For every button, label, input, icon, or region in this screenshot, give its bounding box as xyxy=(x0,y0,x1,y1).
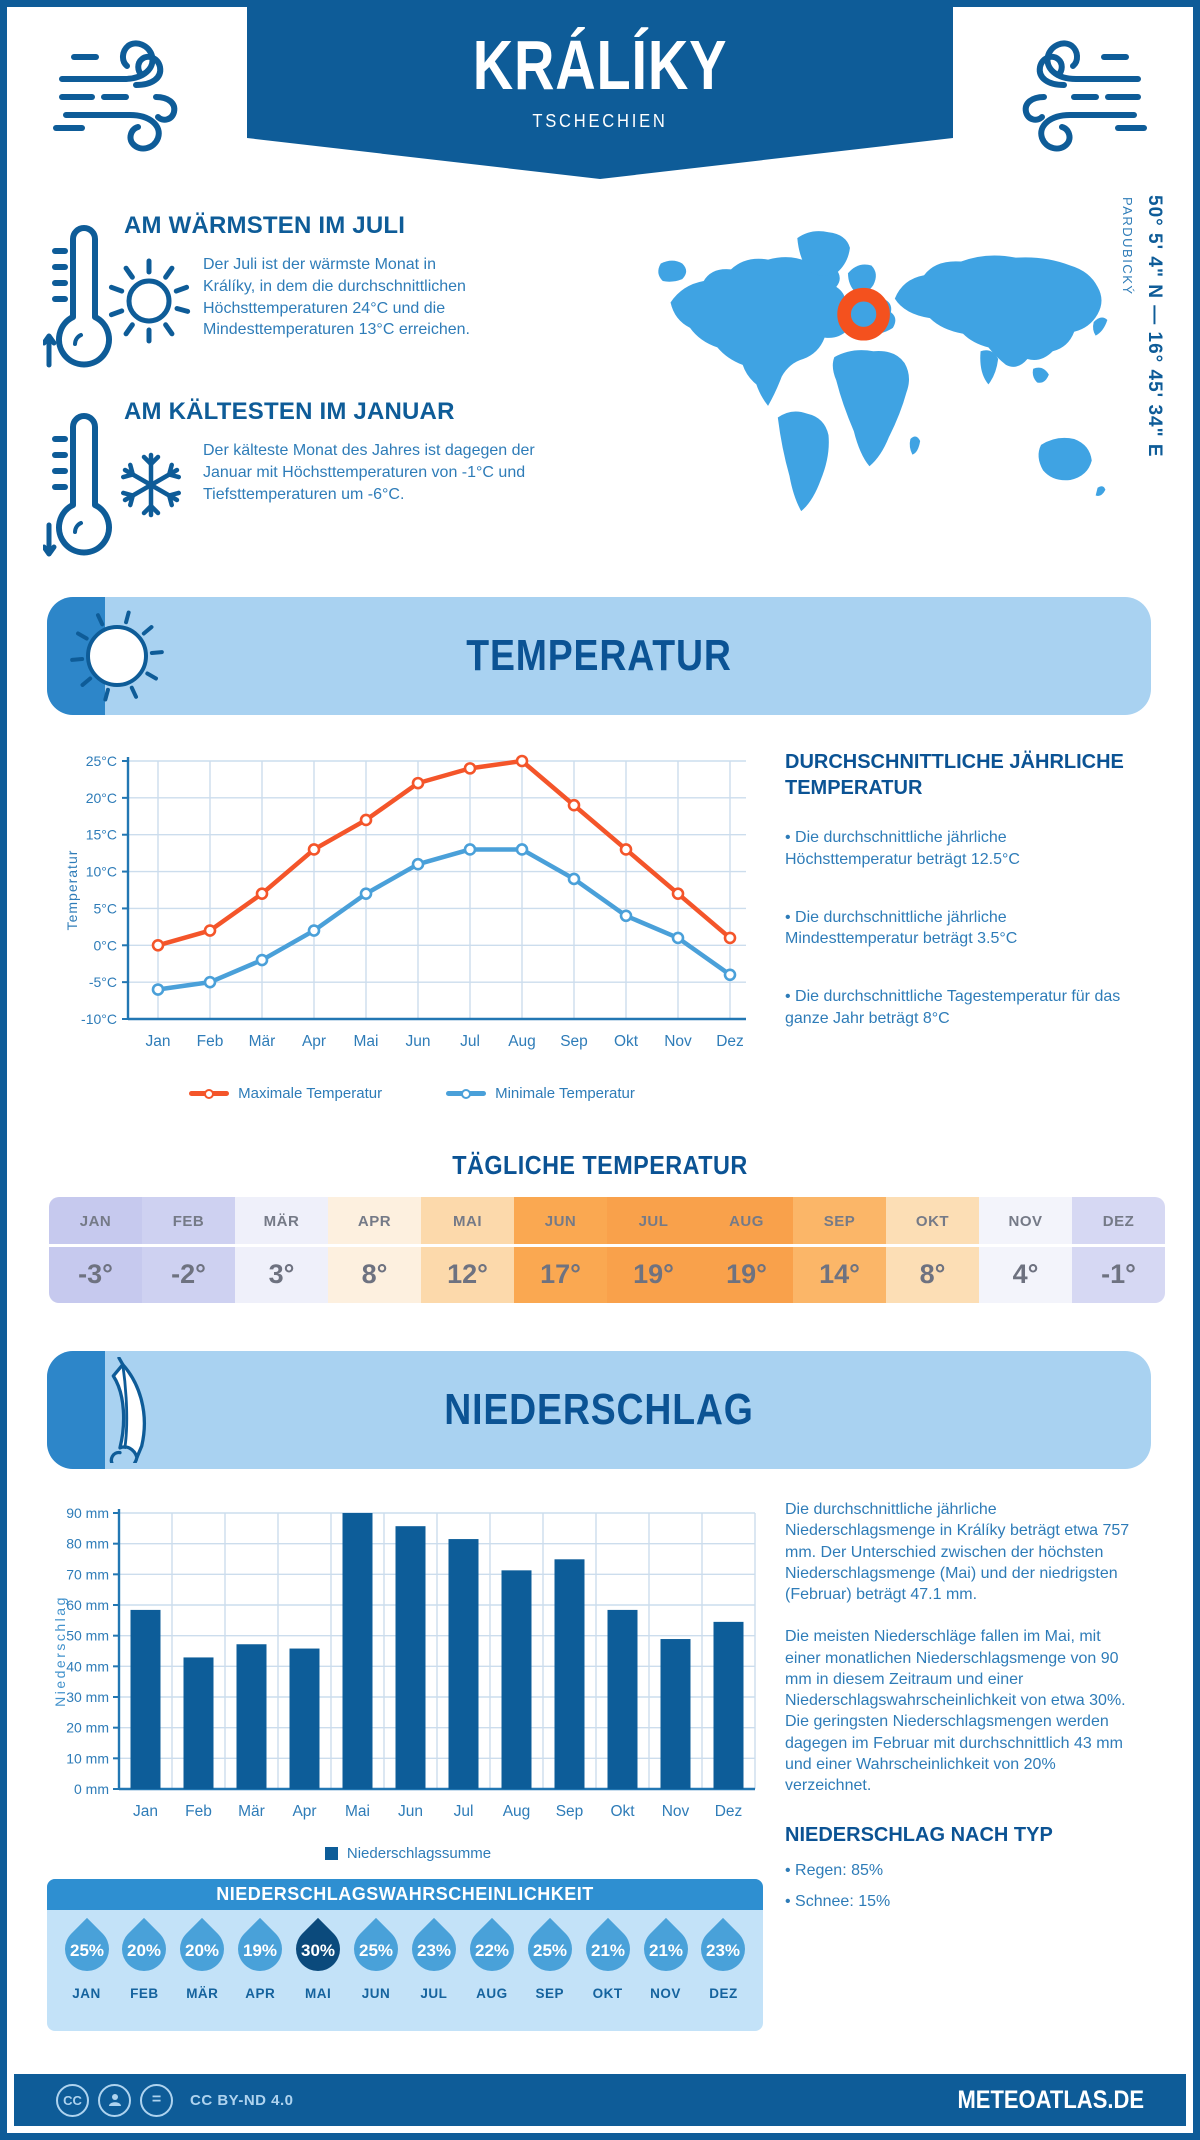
svg-text:Jul: Jul xyxy=(460,1033,480,1050)
probability-month-label: JUL xyxy=(420,1986,448,2001)
site-link[interactable]: METEOATLAS.DE xyxy=(957,2085,1144,2114)
svg-text:Dez: Dez xyxy=(714,1803,743,1820)
svg-text:Mär: Mär xyxy=(238,1803,265,1820)
bar-Nov xyxy=(661,1639,691,1789)
daily-cell-SEP xyxy=(793,1197,886,1303)
data-point xyxy=(673,933,683,943)
daily-month-label: OKT xyxy=(886,1197,979,1247)
legend-item: Niederschlagssumme xyxy=(325,1845,491,1862)
droplet-icon: 21% xyxy=(634,1918,696,1980)
series-line xyxy=(158,849,730,989)
probability-item-APR xyxy=(233,1914,288,2001)
data-point xyxy=(361,889,371,899)
data-point xyxy=(621,844,631,854)
probability-item-MÄR xyxy=(175,1914,230,2001)
probability-item-OKT xyxy=(580,1914,635,2001)
svg-text:Jul: Jul xyxy=(453,1803,474,1820)
daily-month-label: FEB xyxy=(142,1197,235,1247)
temperature-section-title: TEMPERATUR xyxy=(466,631,732,680)
data-point xyxy=(413,859,423,869)
bar-Mär xyxy=(237,1644,267,1789)
precipitation-type-bullet: • Regen: 85% xyxy=(785,1860,1137,1881)
droplet-icon: 23% xyxy=(403,1918,465,1980)
svg-text:-5°C: -5°C xyxy=(88,974,117,991)
probability-droplets xyxy=(47,1910,763,2001)
temperature-chart-legend xyxy=(62,1085,762,1102)
footer xyxy=(14,2074,1186,2126)
svg-text:Jun: Jun xyxy=(405,1033,431,1050)
svg-text:20 mm: 20 mm xyxy=(66,1719,109,1736)
daily-month-label: MAI xyxy=(421,1197,514,1247)
svg-text:Feb: Feb xyxy=(185,1803,212,1820)
daily-month-label: NOV xyxy=(979,1197,1072,1247)
probability-item-JUN xyxy=(349,1914,404,2001)
page-subtitle: TSCHECHIEN xyxy=(532,111,668,131)
svg-text:50 mm: 50 mm xyxy=(66,1627,109,1644)
daily-temperature-value: -1° xyxy=(1101,1259,1136,1289)
precipitation-paragraph: Die durchschnittliche jährliche Niederschlagsmenge in Králíky beträgt etwa 757 mm. Der Unterschied zwischen der höchsten Niederschlagsmenge (Mai) und der niedrigsten (Februar) beträgt 47.1 mm. xyxy=(785,1501,1130,1604)
snowflake-icon xyxy=(115,445,187,521)
daily-month-label: DEZ xyxy=(1072,1197,1165,1247)
daily-temperature-value: 19° xyxy=(726,1259,767,1289)
daily-cell-APR xyxy=(328,1197,421,1303)
droplet-icon: 25% xyxy=(345,1918,407,1980)
probability-item-SEP xyxy=(522,1914,577,2001)
series-line xyxy=(158,761,730,945)
precipitation-chart-legend xyxy=(49,1845,767,1862)
temperature-sidebar-title: DURCHSCHNITTLICHE JÄHRLICHE TEMPERATUR xyxy=(785,751,1124,799)
svg-text:Niederschlag: Niederschlag xyxy=(52,1595,68,1707)
probability-month-label: APR xyxy=(245,1986,276,2001)
probability-item-AUG xyxy=(464,1914,519,2001)
daily-temperature-value: 17° xyxy=(540,1259,581,1289)
svg-text:60 mm: 60 mm xyxy=(66,1597,109,1613)
data-point xyxy=(569,874,579,884)
svg-text:40 mm: 40 mm xyxy=(66,1658,109,1675)
data-point xyxy=(517,756,527,766)
droplet-icon: 20% xyxy=(113,1918,175,1980)
bar-Jan xyxy=(131,1610,161,1789)
daily-temperature-value: 8° xyxy=(919,1259,946,1289)
thermometer-cold-icon xyxy=(43,405,123,560)
data-point xyxy=(725,933,735,943)
daily-cell-MAI xyxy=(421,1197,514,1303)
precipitation-sidebar xyxy=(785,1499,1137,1921)
droplet-icon: 21% xyxy=(577,1918,639,1980)
svg-text:Aug: Aug xyxy=(502,1803,531,1820)
probability-month-label: JUN xyxy=(361,1986,391,2001)
daily-cell-JUN xyxy=(514,1197,607,1303)
data-point xyxy=(725,970,735,980)
svg-text:Mai: Mai xyxy=(353,1033,379,1050)
daily-temperature-title: TÄGLICHE TEMPERATUR xyxy=(452,1150,748,1180)
data-point xyxy=(673,889,683,899)
probability-item-DEZ xyxy=(696,1914,751,2001)
daily-temperature-value: -3° xyxy=(78,1259,113,1289)
svg-text:70 mm: 70 mm xyxy=(66,1566,109,1583)
bar-Jun xyxy=(396,1526,426,1789)
svg-text:Nov: Nov xyxy=(664,1033,692,1050)
svg-text:10 mm: 10 mm xyxy=(66,1750,109,1767)
svg-text:90 mm: 90 mm xyxy=(66,1505,109,1521)
svg-text:80 mm: 80 mm xyxy=(66,1535,109,1552)
droplet-icon: 30% xyxy=(287,1918,349,1980)
bar-Okt xyxy=(608,1610,638,1789)
probability-month-label: OKT xyxy=(592,1986,623,2001)
temperature-section-banner xyxy=(47,597,1151,715)
precipitation-type-title: NIEDERSCHLAG NACH TYP xyxy=(785,1824,1053,1847)
world-map xyxy=(652,205,1122,517)
droplet-icon: 19% xyxy=(229,1918,291,1980)
daily-temperature-value: 4° xyxy=(1012,1259,1039,1289)
probability-item-FEB xyxy=(117,1914,172,2001)
svg-text:Feb: Feb xyxy=(196,1033,224,1050)
data-point xyxy=(153,940,163,950)
svg-text:Jun: Jun xyxy=(398,1803,423,1820)
temperature-bullet: • Die durchschnittliche Tagestemperatur für das ganze Jahr beträgt 8°C xyxy=(785,986,1137,1030)
droplet-icon: 22% xyxy=(461,1918,523,1980)
daily-temperature-value: 8° xyxy=(361,1259,388,1289)
probability-title: NIEDERSCHLAGSWAHRSCHEINLICHKEIT xyxy=(47,1879,763,1910)
warmest-text: Der Juli ist der wärmste Monat in Králíky, in dem die durchschnittlichen Höchsttemperaturen 24°C und die Mindesttemperaturen 13°C erreichen. xyxy=(203,256,470,339)
svg-text:Nov: Nov xyxy=(661,1803,690,1820)
probability-item-JAN xyxy=(59,1914,114,2001)
data-point xyxy=(413,778,423,788)
temperature-line-chart xyxy=(62,747,762,1077)
person-icon xyxy=(98,2084,131,2117)
probability-month-label: FEB xyxy=(130,1986,159,2001)
svg-text:5°C: 5°C xyxy=(93,900,117,917)
coldest-title: AM KÄLTESTEN IM JANUAR xyxy=(124,398,455,425)
svg-text:Okt: Okt xyxy=(610,1803,635,1820)
equals-icon: = xyxy=(140,2084,173,2117)
svg-text:30 mm: 30 mm xyxy=(66,1689,109,1705)
data-point xyxy=(361,815,371,825)
bar-Aug xyxy=(502,1570,532,1789)
svg-text:Mai: Mai xyxy=(345,1803,370,1820)
coldest-text: Der kälteste Monat des Jahres ist dagegen der Januar mit Höchsttemperaturen von -1°C und Tiefsttemperaturen um -6°C. xyxy=(203,442,535,503)
sun-icon xyxy=(107,243,191,353)
data-point xyxy=(205,977,215,987)
temperature-bullet: • Die durchschnittliche jährliche Höchsttemperatur beträgt 12.5°C xyxy=(785,827,1137,871)
daily-month-label: SEP xyxy=(793,1197,886,1247)
precipitation-probability-panel xyxy=(47,1879,763,2031)
cc-icon: CC xyxy=(56,2084,89,2117)
cc-license-badge[interactable] xyxy=(56,2084,294,2117)
droplet-icon: 23% xyxy=(692,1918,754,1980)
precipitation-type-bullet: • Schnee: 15% xyxy=(785,1891,1137,1912)
daily-cell-MÄR xyxy=(235,1197,328,1303)
probability-month-label: SEP xyxy=(535,1986,564,2001)
droplet-icon: 20% xyxy=(171,1918,233,1980)
svg-text:Jan: Jan xyxy=(145,1033,171,1050)
daily-cell-FEB xyxy=(142,1197,235,1303)
probability-month-label: MÄR xyxy=(186,1986,219,2001)
svg-text:Mär: Mär xyxy=(248,1033,276,1050)
svg-text:Apr: Apr xyxy=(301,1033,327,1050)
daily-month-label: JUN xyxy=(514,1197,607,1247)
data-point xyxy=(309,844,319,854)
header-banner xyxy=(247,7,953,138)
license-label: CC BY-ND 4.0 xyxy=(190,2091,294,2109)
svg-text:Apr: Apr xyxy=(292,1803,317,1820)
data-point xyxy=(517,844,527,854)
temperature-bullet: • Die durchschnittliche jährliche Mindesttemperatur beträgt 3.5°C xyxy=(785,907,1137,951)
data-point xyxy=(153,985,163,995)
daily-cell-JAN xyxy=(49,1197,142,1303)
daily-temperature-value: 19° xyxy=(633,1259,674,1289)
probability-month-label: JAN xyxy=(72,1986,101,2001)
svg-text:10°C: 10°C xyxy=(85,863,117,880)
data-point xyxy=(465,763,475,773)
probability-month-label: DEZ xyxy=(709,1986,738,2001)
svg-text:Okt: Okt xyxy=(613,1033,639,1050)
daily-cell-OKT xyxy=(886,1197,979,1303)
droplet-icon: 25% xyxy=(519,1918,581,1980)
svg-text:Aug: Aug xyxy=(508,1033,536,1050)
bar-Feb xyxy=(184,1657,214,1789)
daily-month-label: AUG xyxy=(700,1197,793,1247)
temperature-sidebar xyxy=(785,749,1137,1066)
probability-month-label: MAI xyxy=(305,1986,332,2001)
data-point xyxy=(205,926,215,936)
svg-text:-10°C: -10°C xyxy=(81,1011,117,1027)
svg-text:Jan: Jan xyxy=(133,1803,158,1820)
svg-text:15°C: 15°C xyxy=(85,826,117,843)
daily-cell-DEZ xyxy=(1072,1197,1165,1303)
probability-item-MAI xyxy=(291,1914,346,2001)
bar-Sep xyxy=(555,1559,585,1789)
data-point xyxy=(257,955,267,965)
bar-Dez xyxy=(714,1622,744,1789)
droplet-icon: 25% xyxy=(55,1918,117,1980)
data-point xyxy=(309,926,319,936)
geo-region: PARDUBICKÝ xyxy=(1120,197,1135,296)
data-point xyxy=(465,844,475,854)
legend-item: Maximale Temperatur xyxy=(189,1085,382,1102)
svg-text:Dez: Dez xyxy=(716,1033,744,1050)
daily-month-label: JUL xyxy=(607,1197,700,1247)
daily-cell-JUL xyxy=(607,1197,700,1303)
daily-temperature-value: 14° xyxy=(819,1259,860,1289)
daily-temperature-value: -2° xyxy=(171,1259,206,1289)
data-point xyxy=(569,800,579,810)
precipitation-section-title: NIEDERSCHLAG xyxy=(444,1385,754,1434)
daily-cell-NOV xyxy=(979,1197,1072,1303)
svg-text:20°C: 20°C xyxy=(85,789,117,806)
precipitation-paragraph: Die meisten Niederschläge fallen im Mai, mit einer monatlichen Niederschlagsmenge von 90 mm in diesem Zeitraum und einer Niederschlagswahrscheinlichkeit von etwa 30%. Die geringsten Niederschlagsmengen werden dagegen im Februar mit durchschnittlich 43 mm und einer Wahrscheinlichkeit von 20% verzeichnet. xyxy=(785,1628,1126,1795)
daily-month-label: JAN xyxy=(49,1197,142,1247)
svg-text:0 mm: 0 mm xyxy=(74,1781,109,1797)
svg-text:25°C: 25°C xyxy=(85,753,117,769)
warmest-title: AM WÄRMSTEN IM JULI xyxy=(124,212,406,239)
daily-temperature-value: 12° xyxy=(447,1259,488,1289)
probability-item-JUL xyxy=(406,1914,461,2001)
legend-item: Minimale Temperatur xyxy=(446,1085,635,1102)
daily-cell-AUG xyxy=(700,1197,793,1303)
daily-temperature-table xyxy=(49,1197,1165,1303)
daily-month-label: MÄR xyxy=(235,1197,328,1247)
svg-text:0°C: 0°C xyxy=(93,937,117,954)
data-point xyxy=(257,889,267,899)
precipitation-bar-chart xyxy=(49,1497,767,1837)
bar-Mai xyxy=(343,1513,373,1789)
geo-coordinates: 50° 5' 4" N — 16° 45' 34" E xyxy=(1144,195,1165,458)
precipitation-section-banner xyxy=(47,1351,1151,1469)
svg-text:Sep: Sep xyxy=(560,1033,588,1050)
wind-icon xyxy=(52,33,202,155)
daily-month-label: APR xyxy=(328,1197,421,1247)
bar-Apr xyxy=(290,1649,320,1789)
probability-month-label: AUG xyxy=(476,1986,508,2001)
probability-item-NOV xyxy=(638,1914,693,2001)
daily-temperature-value: 3° xyxy=(268,1259,295,1289)
data-point xyxy=(621,911,631,921)
wind-icon xyxy=(998,33,1148,155)
probability-month-label: NOV xyxy=(650,1986,681,2001)
bar-Jul xyxy=(449,1539,479,1789)
svg-text:Sep: Sep xyxy=(555,1803,584,1820)
page-title: KRÁLÍKY xyxy=(472,26,728,104)
svg-text:Temperatur: Temperatur xyxy=(64,849,80,931)
